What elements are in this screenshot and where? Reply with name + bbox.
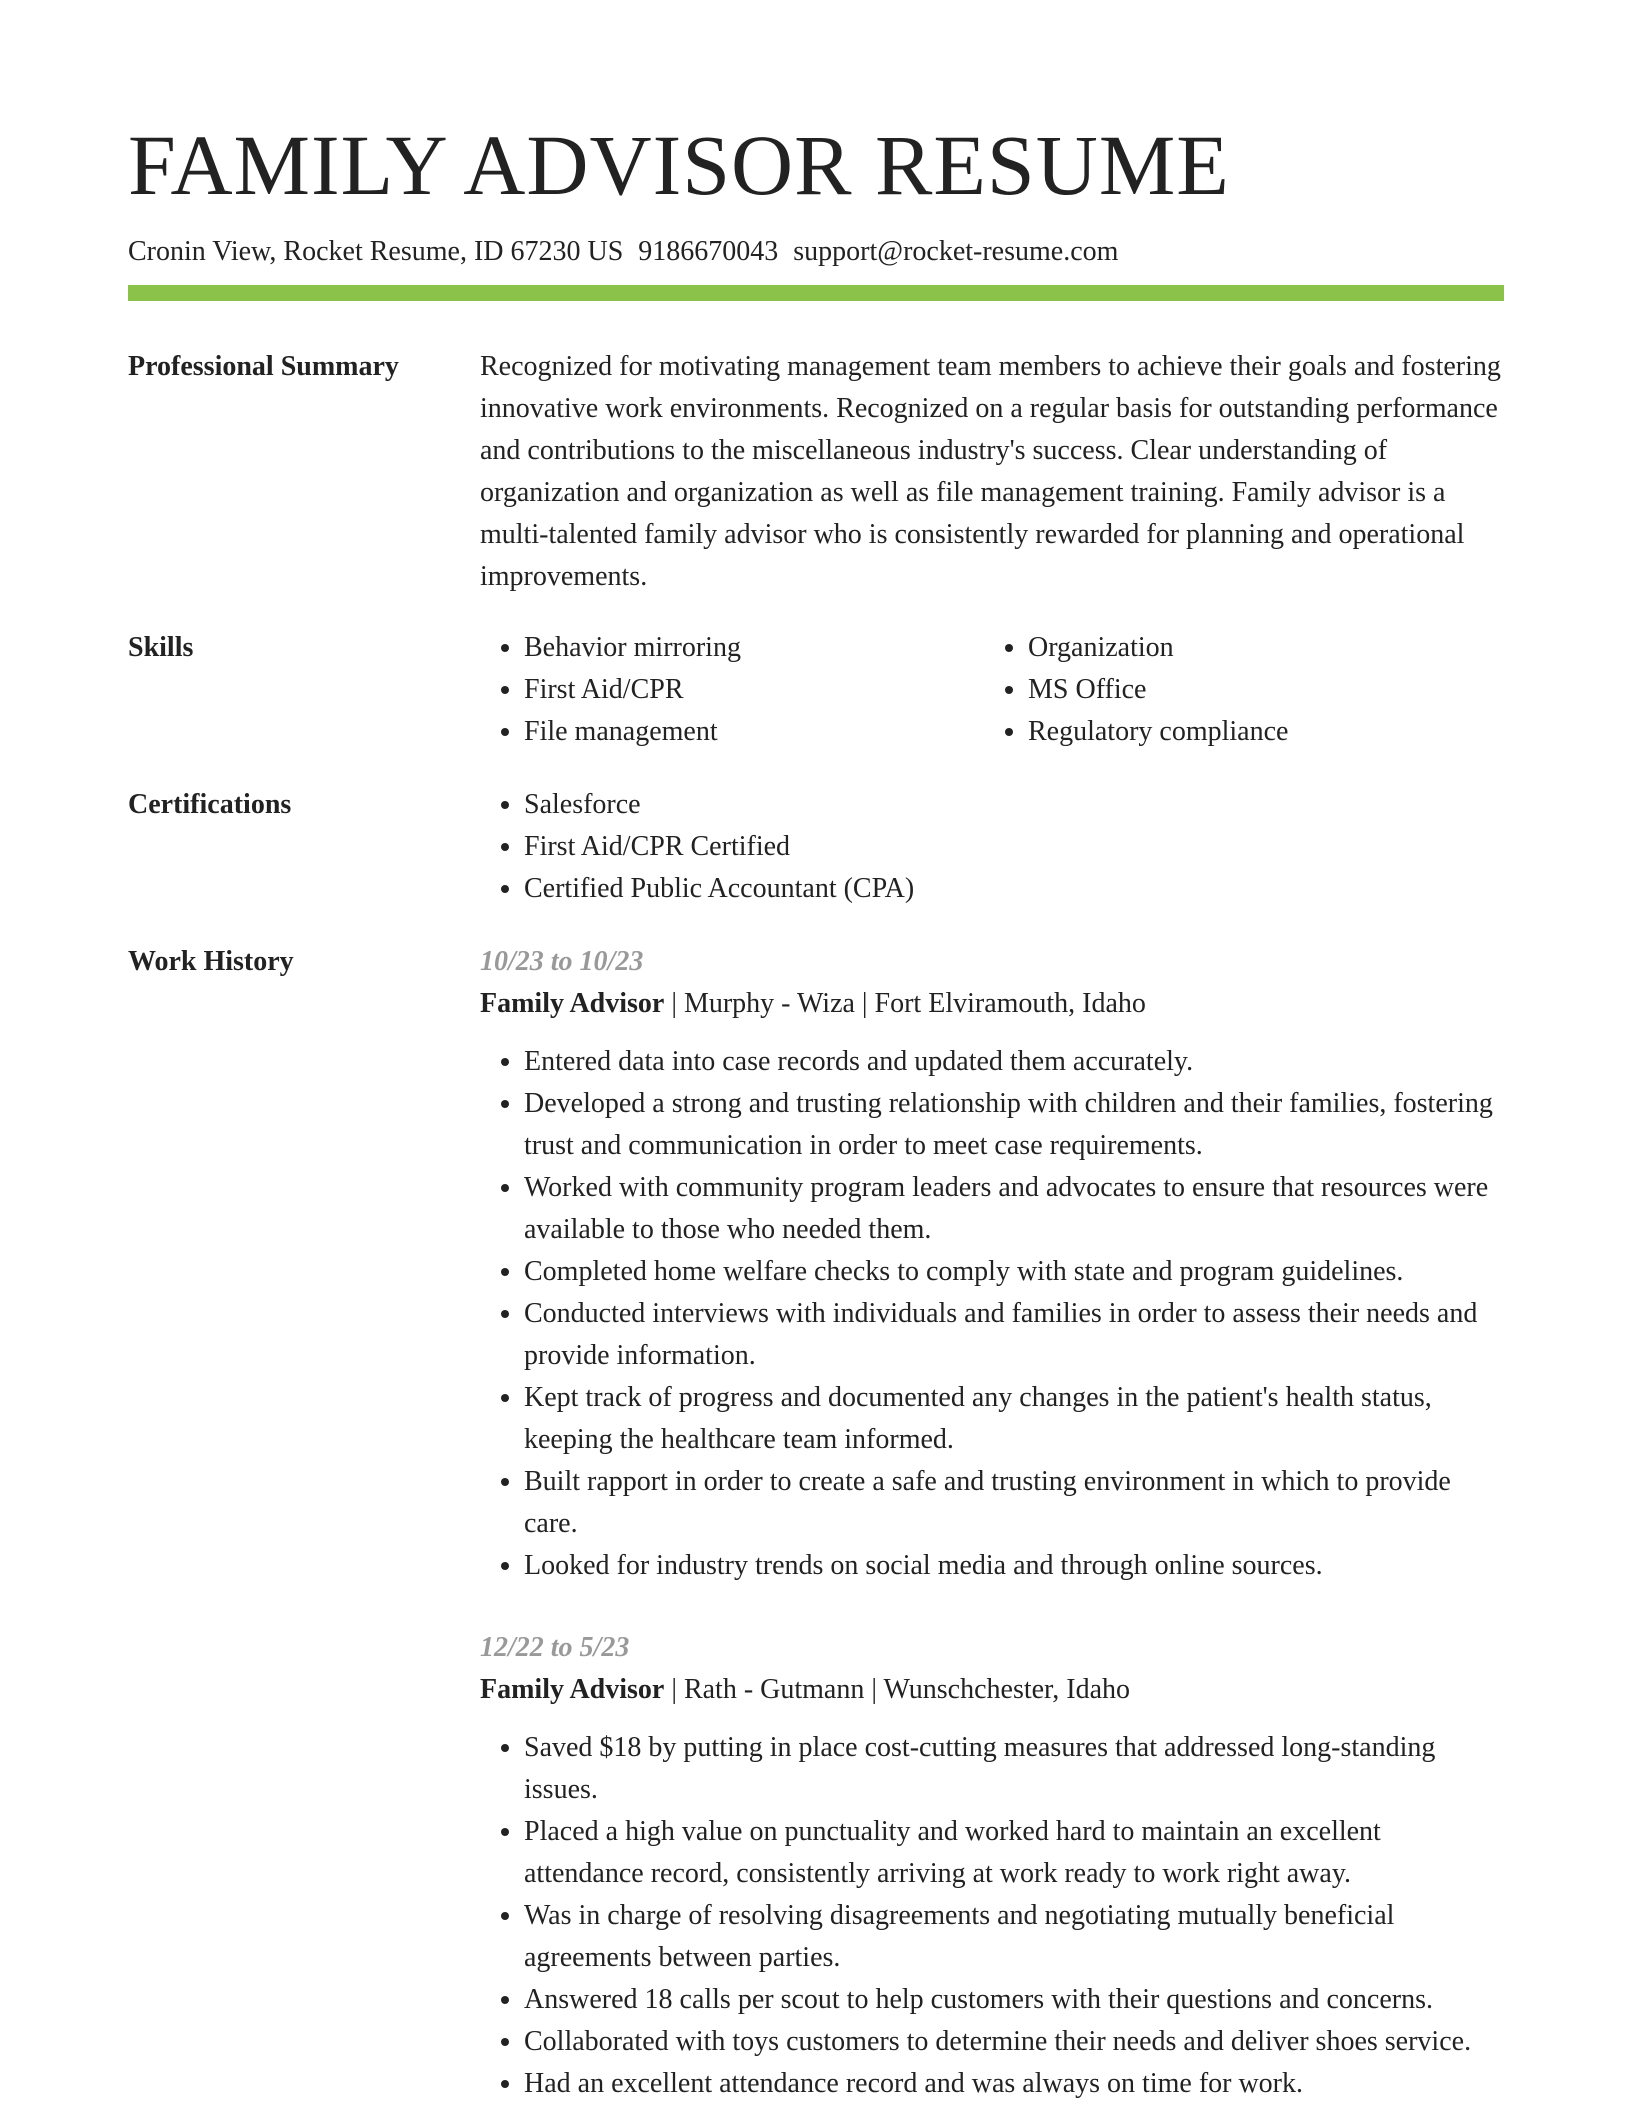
- certifications-list: [480, 784, 1504, 910]
- skills-column-1: [480, 627, 984, 753]
- contact-email: support@rocket-resume.com: [793, 235, 1119, 267]
- job-details: | Murphy - Wiza | Fort Elviramouth, Idaho: [664, 988, 1146, 1019]
- certifications-label: Certifications: [128, 789, 292, 820]
- job-bullet: • Collaborated with toys customers to determine their needs and deliver shoes service.: [524, 2021, 1504, 2063]
- job-bullet: • Developed a strong and trusting relationship with children and their families, fostering trust and communication in order to meet case requirements.: [524, 1083, 1504, 1167]
- skill-item: • Behavior mirroring: [524, 627, 984, 669]
- job-bullet: • Entered data into case records and updated them accurately.: [524, 1041, 1504, 1083]
- job-title: Family Advisor: [480, 988, 665, 1019]
- job-bullet: • Built rapport in order to create a safe and trusting environment in which to provide care.: [524, 1461, 1504, 1545]
- job-bullet: • Worked with community program leaders and advocates to ensure that resources were available to those who needed them.: [524, 1167, 1504, 1251]
- job-bullets: [480, 1041, 1504, 1587]
- summary-text: Recognized for motivating management team members to achieve their goals and fostering innovative work environments. Recognized on a regular basis for outstanding performance and contributions to the miscellaneous industry's success. Clear understanding of organization and organization as well as file management training. Family advisor is a multi-talented family advisor who is consistently rewarded for planning and operational improvements.: [480, 351, 1501, 592]
- contact-line: [128, 235, 1504, 269]
- job-bullet: • Saved $18 by putting in place cost-cutting measures that addressed long-standing issues.: [524, 1727, 1504, 1811]
- header-divider: [128, 285, 1504, 301]
- summary-label: Professional Summary: [128, 351, 399, 382]
- skills-label: Skills: [128, 632, 194, 663]
- skill-item: • First Aid/CPR: [524, 669, 984, 711]
- job-entry: [480, 941, 1504, 1587]
- certification-item: • First Aid/CPR Certified: [524, 826, 1504, 868]
- job-bullets: [480, 1727, 1504, 2105]
- skill-item: • MS Office: [1028, 669, 1488, 711]
- skill-item: • Organization: [1028, 627, 1488, 669]
- resume-header: [128, 118, 1504, 268]
- job-bullet: • Kept track of progress and documented any changes in the patient's health status, keeping the healthcare team informed.: [524, 1377, 1504, 1461]
- job-dates: 12/22 to 5/23: [480, 1632, 630, 1663]
- job-bullet: • Conducted interviews with individuals and families in order to assess their needs and provide information.: [524, 1293, 1504, 1377]
- job-entry: [480, 1627, 1504, 2105]
- job-bullet: • Answered 18 calls per scout to help customers with their questions and concerns.: [524, 1979, 1504, 2021]
- skill-item: • Regulatory compliance: [1028, 711, 1488, 753]
- job-details: | Rath - Gutmann | Wunschchester, Idaho: [664, 1674, 1131, 1705]
- job-bullet: • Had an excellent attendance record and was always on time for work.: [524, 2063, 1504, 2105]
- resume-title: FAMILY ADVISOR RESUME: [128, 117, 1230, 213]
- job-heading: [480, 983, 1504, 1025]
- certification-item: • Salesforce: [524, 784, 1504, 826]
- skills-list: [480, 627, 1504, 753]
- contact-address: Cronin View, Rocket Resume, ID 67230 US: [128, 235, 624, 267]
- job-bullet: • Completed home welfare checks to comply with state and program guidelines.: [524, 1251, 1504, 1293]
- job-heading: [480, 1669, 1504, 1711]
- job-bullet: • Looked for industry trends on social media and through online sources.: [524, 1545, 1504, 1587]
- contact-phone: 9186670043: [638, 235, 779, 267]
- skills-column-2: [984, 627, 1488, 753]
- skill-item: • File management: [524, 711, 984, 753]
- work-history-label: Work History: [128, 946, 294, 977]
- job-bullet: • Was in charge of resolving disagreements and negotiating mutually beneficial agreements between parties.: [524, 1895, 1504, 1979]
- certification-item: • Certified Public Accountant (CPA): [524, 868, 1504, 910]
- job-dates: 10/23 to 10/23: [480, 946, 644, 977]
- work-history-list: [480, 941, 1504, 2105]
- job-bullet: • Placed a high value on punctuality and worked hard to maintain an excellent attendance record, consistently arriving at work ready to work right away.: [524, 1811, 1504, 1895]
- job-title: Family Advisor: [480, 1674, 665, 1705]
